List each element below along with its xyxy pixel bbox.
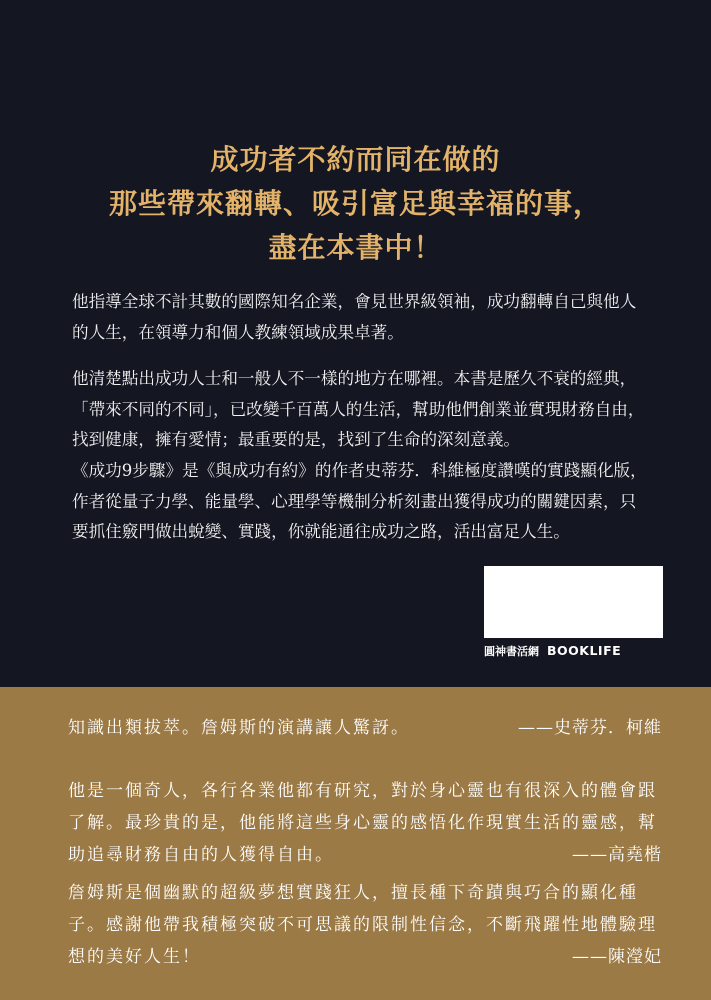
endorsement-quote-3 <box>68 877 662 973</box>
headline-line-2: 那些帶來翻轉、吸引富足與幸福的事， <box>108 187 602 220</box>
headline <box>0 138 711 270</box>
quote-text: 詹姆斯是個幽默的超級夢想實踐狂人，擅長種下奇蹟與巧合的顯化種子。感謝他帶我積極突破不可思議的限制性信念，不斷飛躍性地體驗理想的美好人生！ <box>68 883 657 967</box>
endorsement-quote-2 <box>68 775 662 871</box>
barcode-box <box>484 566 663 638</box>
quote-author: ——陳瀅妃 <box>572 947 662 967</box>
publisher-logo <box>484 643 684 659</box>
description-paragraph-2: 他清楚點出成功人士和一般人不一樣的地方在哪裡。本書是歷久不衰的經典，「帶來不同的不同」，已改變千百萬人的生活，幫助他們創業並實現財務自由，找到健康，擁有愛情；最重要的是，找到了生命的深刻意義。 <box>72 369 645 449</box>
quote-text: 他是一個奇人，各行各業他都有研究，對於身心靈也有很深入的體會跟了解。最珍貴的是，他能將這些身心靈的感悟化作現實生活的靈感，幫助追尋財務自由的人獲得自由。 <box>68 781 657 865</box>
quote-author: ——史蒂芬．柯維 <box>518 718 662 738</box>
description-paragraph-3: 《成功9步驟》是《與成功有約》的作者史蒂芬．科維極度讚嘆的實踐顯化版，作者從量子力學、能量學、心理學等機制分析刻畫出獲得成功的關鍵因素，只要抓住竅門做出蛻變、實踐，你就能通往成功之路，活出富足人生。 <box>72 461 647 541</box>
endorsement-quote-1 <box>68 712 662 744</box>
description-paragraph-1: 他指導全球不計其數的國際知名企業，會見世界級領袖，成功翻轉自己與他人的人生，在領導力和個人教練領域成果卓著。 <box>72 292 637 342</box>
headline-line-3: 盡在本書中！ <box>268 231 443 264</box>
quote-author: ——高堯楷 <box>572 845 662 865</box>
publisher-name-en: BOOKLIFE <box>547 643 622 658</box>
quote-text: 知識出類拔萃。詹姆斯的演講讓人驚訝。 <box>68 718 410 738</box>
headline-line-1: 成功者不約而同在做的 <box>210 143 501 176</box>
publisher-name-zh: 圓神書活網 <box>484 645 539 658</box>
